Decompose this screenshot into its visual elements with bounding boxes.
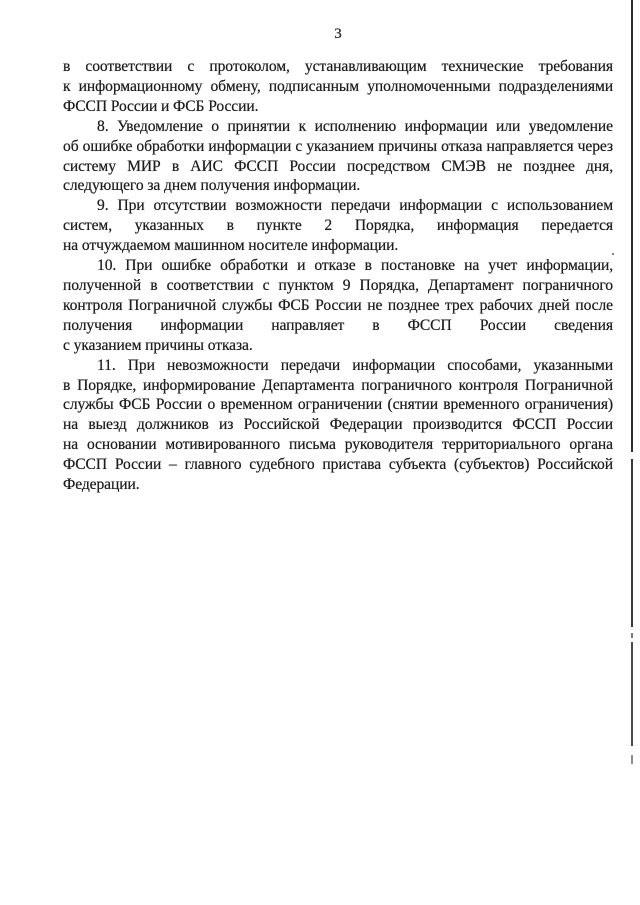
text-line: к информационному обмену, подписанным уполномоченными подразделениями [63,77,613,95]
scan-speck [612,253,614,255]
text-line: 8. Уведомление о принятии к исполнению информации или уведомление [97,117,613,135]
text-line: систему МИР в АИС ФССП России посредством СМЭВ не позднее дня, [63,157,613,175]
text-line: ФССП России и ФСБ России. [63,97,259,115]
text-line: в соответствии с протоколом, устанавливающим технические требования [63,58,613,75]
text-line: полученной в соответствии с пунктом 9 Порядка, Департамент пограничного [63,276,613,294]
text-line: следующего за днем получения информации. [63,177,361,195]
text-line: Федерации. [63,476,140,494]
text-line: 10. При ошибке обработки и отказе в постановке на учет информации, [97,257,613,275]
scan-edge-line-segment [631,633,633,638]
text-line: ФССП России – главного судебного пристава субъекта (субъектов) Российской [63,456,613,474]
text-line: с указанием причины отказа. [63,336,253,354]
scan-edge-line-segment [631,642,633,746]
text-line: получения информации направляет в ФССП России сведения [63,316,613,334]
scan-edge-line-segment [631,0,633,452]
text-line: в Порядке, информирование Департамента пограничного контроля Пограничной [63,376,613,394]
text-line: на отчуждаемом машинном носителе информации. [63,237,399,255]
text-line: 9. При отсутствии возможности передачи информации с использованием [97,197,613,215]
text-line: систем, указанных в пункте 2 Порядка, информация передается [63,217,613,235]
page-number: 3 [334,26,342,42]
text-line: на основании мотивированного письма руководителя территориального органа [63,436,613,454]
scan-edge-line-segment [631,459,633,627]
scan-edge-line-segment [631,755,633,764]
text-line: службы ФСБ России о временном ограничении (снятии временного ограничения) [63,396,613,414]
text-line: об ошибке обработки информации с указанием причины отказа направляется через [63,137,613,155]
text-line: 11. При невозможности передачи информации способами, указанными [97,356,613,374]
text-line: на выезд должников из Российской Федерации производится ФССП России [63,416,613,434]
text-line: контроля Пограничной службы ФСБ России не позднее трех рабочих дней после [63,296,613,314]
document-text [63,57,613,495]
